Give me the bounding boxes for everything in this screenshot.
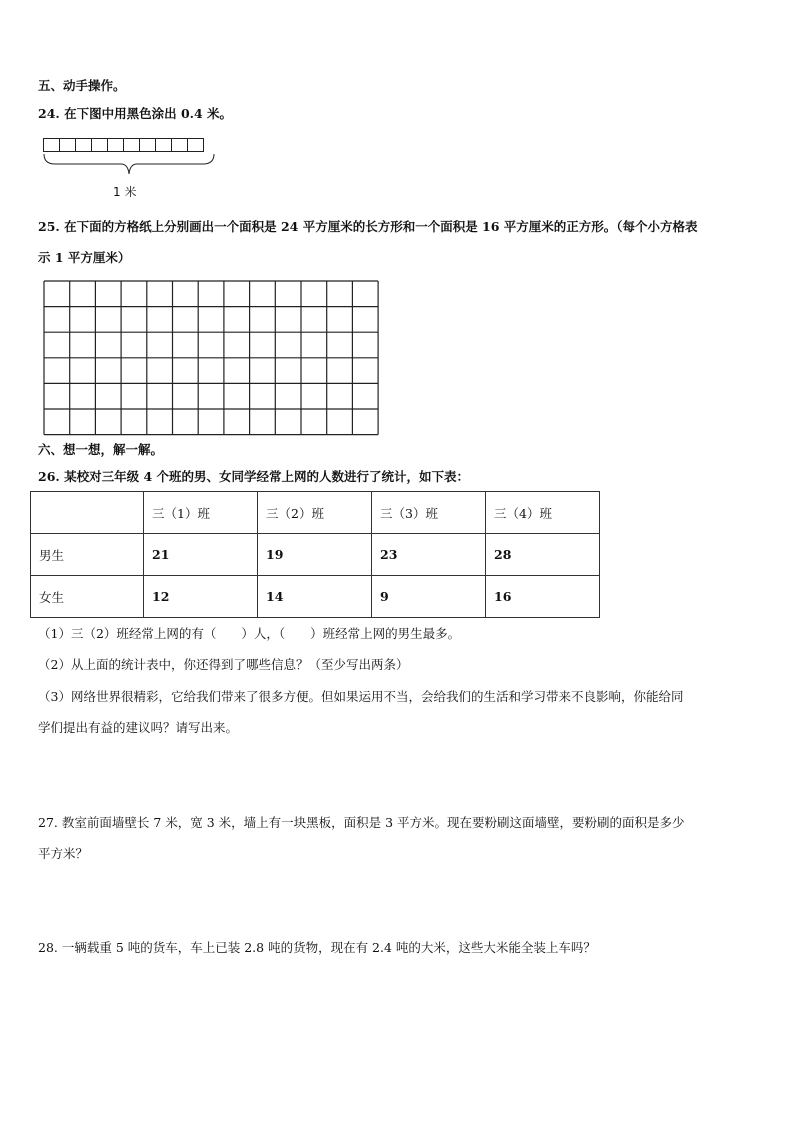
question-26-sub3-line1: （3）网络世界很精彩，它给我们带来了很多方便。但如果运用不当，会给我们的生活和学习带来不良影响，你能给同 (38, 689, 684, 704)
ruler-segment (107, 138, 124, 152)
table-cell: 21 (144, 534, 258, 576)
question-26-sub3-line2: 学们提出有益的建议吗？请写出来。 (38, 720, 239, 735)
table-cell: 12 (144, 576, 258, 618)
question-24-text: 24. 在下图中用黑色涂出 0.4 米。 (38, 106, 233, 121)
table-cell: 19 (258, 534, 372, 576)
question-27-text-line1: 27. 教室前面墙壁长 7 米，宽 3 米，墙上有一块黑板，面积是 3 平方米。现在要粉刷这面墙壁，要粉刷的面积是多少 (38, 815, 685, 830)
ruler-segment (139, 138, 156, 152)
table-row-label: 女生 (31, 576, 144, 618)
table-header-cell: 三（4）班 (486, 492, 600, 534)
table-header-cell: 三（2）班 (258, 492, 372, 534)
table-cell: 23 (372, 534, 486, 576)
table-cell: 16 (486, 576, 600, 618)
table-header-row (31, 492, 600, 534)
table-row (31, 534, 600, 576)
table-cell: 28 (486, 534, 600, 576)
question-25-text-line2: 示 1 平方厘米） (38, 250, 131, 265)
question-26-text: 26. 某校对三年级 4 个班的男、女同学经常上网的人数进行了统计，如下表： (38, 469, 470, 484)
ruler-segment (123, 138, 140, 152)
ruler-segment (171, 138, 188, 152)
section-5-title: 五、动手操作。 (38, 78, 126, 93)
table-row (31, 576, 600, 618)
table-cell: 14 (258, 576, 372, 618)
table-header-cell: 三（3）班 (372, 492, 486, 534)
question-28-text: 28. 一辆载重 5 吨的货车，车上已装 2.8 吨的货物，现在有 2.4 吨的大米，这些大米能全装上车吗？ (38, 940, 596, 955)
square-grid-paper (43, 280, 380, 436)
table-cell: 9 (372, 576, 486, 618)
ruler-segment (91, 138, 108, 152)
stats-table (30, 491, 600, 618)
ruler-segment (59, 138, 76, 152)
section-6-title: 六、想一想，解一解。 (38, 442, 164, 457)
question-27-text-line2: 平方米？ (38, 846, 89, 861)
ruler-segment (187, 138, 204, 152)
table-row-label: 男生 (31, 534, 144, 576)
question-26-sub2: （2）从上面的统计表中，你还得到了哪些信息？（至少写出两条） (38, 657, 409, 672)
table-header-cell: 三（1）班 (144, 492, 258, 534)
question-26-sub1: （1）三（2）班经常上网的有（ ）人，（ ）班经常上网的男生最多。 (38, 626, 461, 641)
ruler-segment (75, 138, 92, 152)
table-header-cell (31, 492, 144, 534)
brace-icon (43, 152, 215, 178)
question-25-text-line1: 25. 在下面的方格纸上分别画出一个面积是 24 平方厘米的长方形和一个面积是 16 平方厘米的正方形。（每个小方格表 (38, 219, 698, 234)
ruler-label: 1 米 (113, 185, 137, 199)
ruler-segment (43, 138, 60, 152)
ruler-segment (155, 138, 172, 152)
